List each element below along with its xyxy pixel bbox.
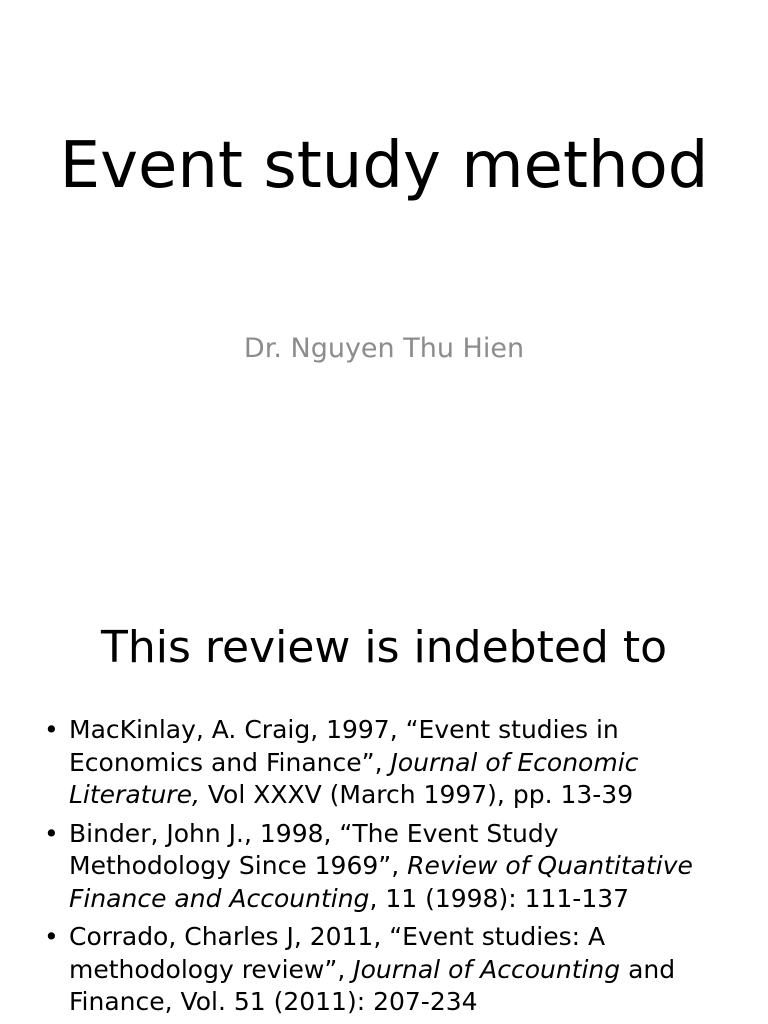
- reference-details: , 11 (1998): 111-137: [369, 883, 630, 913]
- reference-details: Vol XXXV (March 1997), pp. 13-39: [199, 780, 634, 809]
- reference-item-mackinlay: [0, 714, 768, 812]
- references-slide: [0, 576, 768, 1024]
- references-title: This review is indebted to: [101, 622, 667, 673]
- slide-title: Event study method: [59, 129, 709, 203]
- reference-text: Corrado, Charles J, 2011, “Event studies: A methodology review”,: [69, 922, 606, 984]
- bullet-icon: •: [44, 922, 59, 951]
- slide-subtitle-author: Dr. Nguyen Thu Hien: [243, 333, 525, 364]
- reference-text: Binder, John J., 1998, “The Event Study Methodology Since 1969”,: [69, 818, 559, 880]
- reference-journal: Journal of Economic Literature,: [69, 747, 639, 809]
- reference-journal: Review of Quantitative Finance and Accounting: [69, 851, 693, 913]
- bullet-icon: •: [44, 715, 59, 744]
- reference-item-binder: [0, 818, 768, 916]
- reference-item-corrado: [0, 921, 768, 1019]
- bullet-icon: •: [44, 818, 59, 848]
- reference-journal: Journal of Accounting: [353, 954, 621, 984]
- reference-text: MacKinlay, A. Craig, 1997, “Event studies in Economics and Finance”,: [69, 715, 619, 777]
- reference-details: and Finance, Vol. 51 (2011): 207-234: [69, 954, 676, 1016]
- reference-list: [0, 714, 768, 1024]
